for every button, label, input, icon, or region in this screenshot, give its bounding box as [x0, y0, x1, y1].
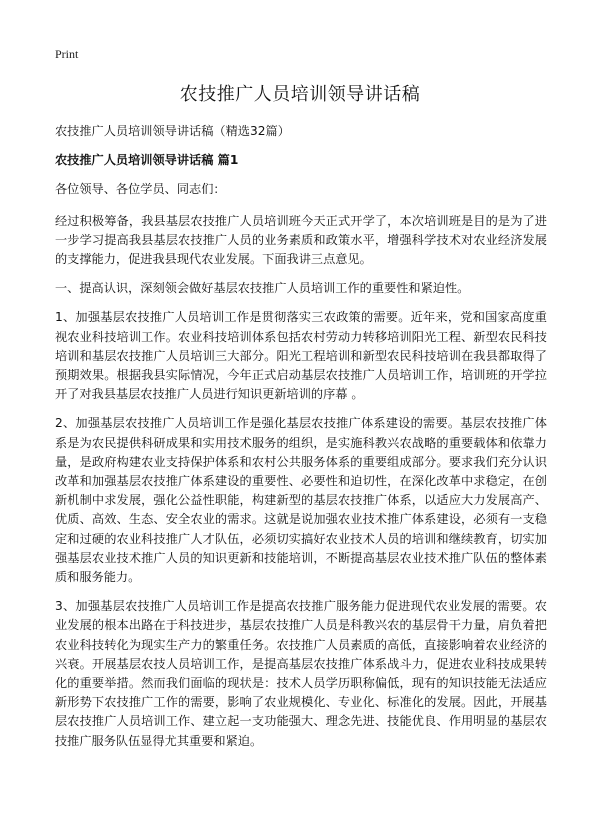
paragraph-item-2: 2、加强基层农技推广人员培训工作是强化基层农技推广体系建设的需要。基层农技推广体系是为农民提供科研成果和实用技术服务的组织，是实施科教兴农战略的重要载体和依靠力量，是政府构建农业支持保护体系和农村公共服务体系的重要组成部分。要求我们充分认识改革和加强基层农技推广体系建设的重要性、必要性和迫切性，在深化改革中求稳定，在创新机制中求发展，强化公益性职能，构建新型的基层农技推广体系，以适应大力发展高产、优质、高效、生态、安全农业的需求。这就是说加强农业技术推广体系建设，必须有一支稳定和过硬的农业科技推广人才队伍，必须切实搞好农业技术人员的培训和继续教育，切实加强基层农业技术推广人员的知识更新和技能培训，不断提高基层农业技术推广队伍的整体素质和服务能力。: [55, 416, 547, 585]
document-title: 农技推广人员培训领导讲话稿: [179, 84, 421, 105]
section-heading: 农技推广人员培训领导讲话稿 篇1: [55, 153, 239, 168]
document-body: [55, 122, 547, 761]
intro-paragraph: 经过积极筹备，我县基层农技推广人员培训班今天正式开学了，本次培训班是目的是为了进一步学习提高我县基层农技推广人员的业务素质和政策水平，增强科学技术对农业经济发展的支撑能力，促进我县现代农业发展。下面我讲三点意见。: [55, 213, 547, 267]
point-one-heading: 一、提高认识，深刻领会做好基层农技推广人员培训工作的重要性和紧迫性。: [55, 281, 470, 296]
print-label: Print: [55, 47, 79, 61]
document-subtitle: 农技推广人员培训领导讲话稿（精选32篇）: [55, 124, 290, 138]
greeting-line: 各位领导、各位学员、同志们：: [55, 182, 226, 197]
paragraph-item-3: 3、加强基层农技推广人员培训工作是提高农技推广服务能力促进现代农业发展的需要。农业发展的根本出路在于科技进步，基层农技推广人员是科教兴农的基层骨干力量，肩负着把农业科技转化为现实生产力的繁重任务。农技推广人员素质的高低，直接影响着农业经济的兴衰。开展基层农技人员培训工作，是提高基层农技推广体系战斗力，促进农业科技成果转化的重要举措。然而我们面临的现状是：技术人员学历职称偏低，现有的知识技能无法适应新形势下农技推广工作的需要，影响了农业规模化、专业化、标准化的发展。因此，开展基层农技推广人员培训工作、建立起一支功能强大、理念先进、技能优良、作用明显的基层农技推广服务队伍显得尤其重要和紧迫。: [55, 599, 547, 748]
paragraph-item-1: 1、加强基层农技推广人员培训工作是贯彻落实三农政策的需要。近年来，党和国家高度重视农业科技培训工作。农业科技培训体系包括农村劳动力转移培训阳光工程、新型农民科技培训和基层农技推广人员培训三大部分。阳光工程培训和新型农民科技培训在我县都取得了预期效果。根据我县实际情况，今年正式启动基层农技推广人员培训工作，培训班的开学拉开了对我县基层农技推广人员进行知识更新培训的序幕 。: [55, 310, 547, 402]
